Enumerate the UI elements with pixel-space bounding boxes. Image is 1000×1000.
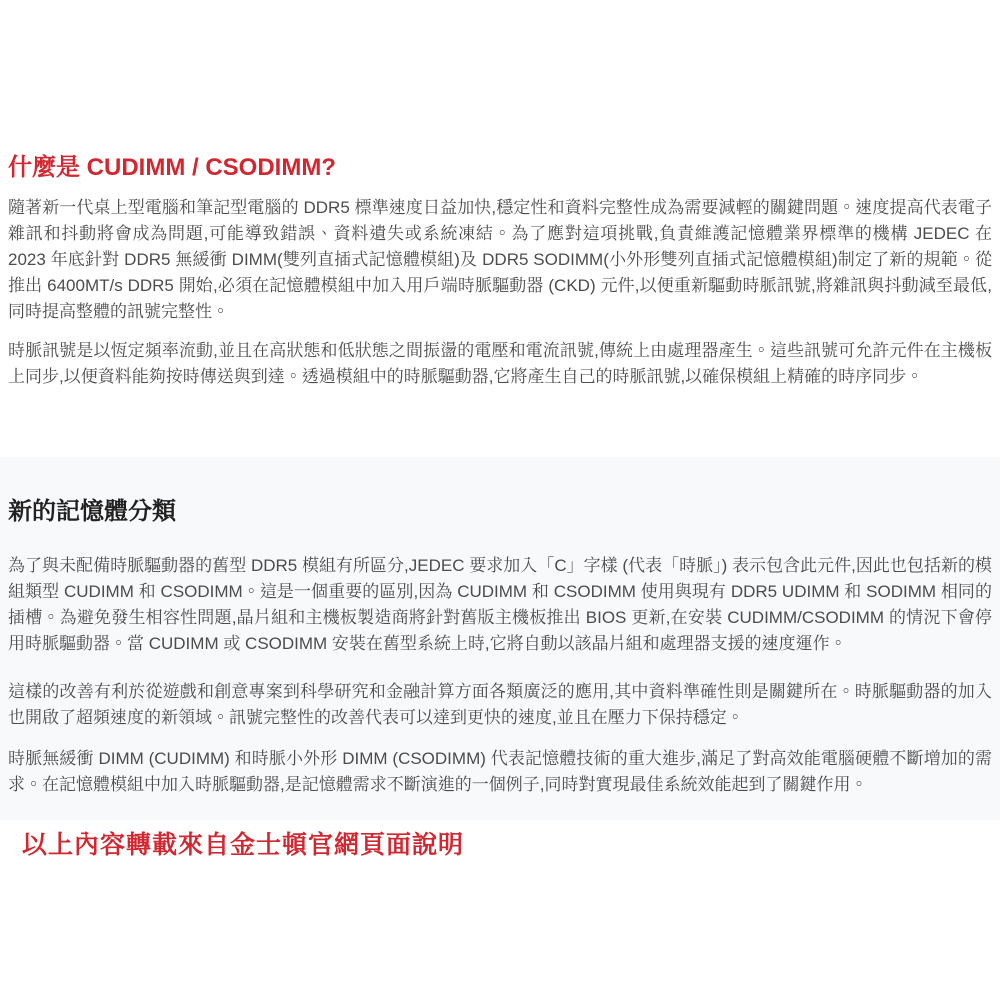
section1-heading: 什麼是 CUDIMM / CSODIMM? xyxy=(8,154,336,181)
section1-paragraph-2: 時脈訊號是以恆定頻率流動,並且在高狀態和低狀態之間振盪的電壓和電流訊號,傳統上由處理器產生。這些訊號可允許元件在主機板上同步,以便資料能夠按時傳送與到達。透過模組中的時脈驅動器,它將產生自己的時脈訊號,以確保模組上精確的時序同步。 xyxy=(8,341,992,386)
section-new-memory-classification xyxy=(0,457,1000,820)
source-attribution-note: 以上內容轉載來自金士頓官網頁面說明 xyxy=(22,831,465,859)
section1-paragraph-1: 隨著新一代桌上型電腦和筆記型電腦的 DDR5 標準速度日益加快,穩定性和資料完整性成為需要減輕的關鍵問題。速度提高代表電子雜訊和抖動將會成為問題,可能導致錯誤、資料遺失或系統凍結。為了應對這項挑戰,負責維護記憶體業界標準的機構 JEDEC 在 2023 年底針對 DDR5 無緩衝 DIMM(雙列直插式記憶體模組)及 DDR5 SODIMM(小外形雙列直插式記憶體模組)制定了新的規範。從推出 6400MT/s DDR5 開始,必須在記憶體模組中加入用戶端時脈驅動器 (CKD) 元件,以便重新驅動時脈訊號,將雜訊與抖動減至最低,同時提高整體的訊號完整性。 xyxy=(8,198,992,321)
section-what-is-cudimm xyxy=(0,0,1000,390)
section2-heading: 新的記憶體分類 xyxy=(8,498,176,525)
section2-paragraph-2: 這樣的改善有利於從遊戲和創意專案到科學研究和金融計算方面各類廣泛的應用,其中資料準確性則是關鍵所在。時脈驅動器的加入也開啟了超頻速度的新領域。訊號完整性的改善代表可以達到更快的速度,並且在壓力下保持穩定。 xyxy=(8,682,992,727)
section2-paragraph-1: 為了與未配備時脈驅動器的舊型 DDR5 模組有所區分,JEDEC 要求加入「C」字樣 (代表「時脈」) 表示包含此元件,因此也包括新的模組類型 CUDIMM 和 CSODIMM。這是一個重要的區別,因為 CUDIMM 和 CSODIMM 使用與現有 DDR5 UDIMM 和 SODIMM 相同的插槽。為避免發生相容性問題,晶片組和主機板製造商將針對舊版主機板推出 BIOS 更新,在安裝 CUDIMM/CSODIMM 的情況下會停用時脈驅動器。當 CUDIMM 或 CSODIMM 安裝在舊型系統上時,它將自動以該晶片組和處理器支援的速度運作。 xyxy=(8,556,992,653)
section2-paragraph-3: 時脈無緩衝 DIMM (CUDIMM) 和時脈小外形 DIMM (CSODIMM) 代表記憶體技術的重大進步,滿足了對高效能電腦硬體不斷增加的需求。在記憶體模組中加入時脈驅動器,是記憶體需求不斷演進的一個例子,同時對實現最佳系統效能起到了關鍵作用。 xyxy=(8,749,992,794)
